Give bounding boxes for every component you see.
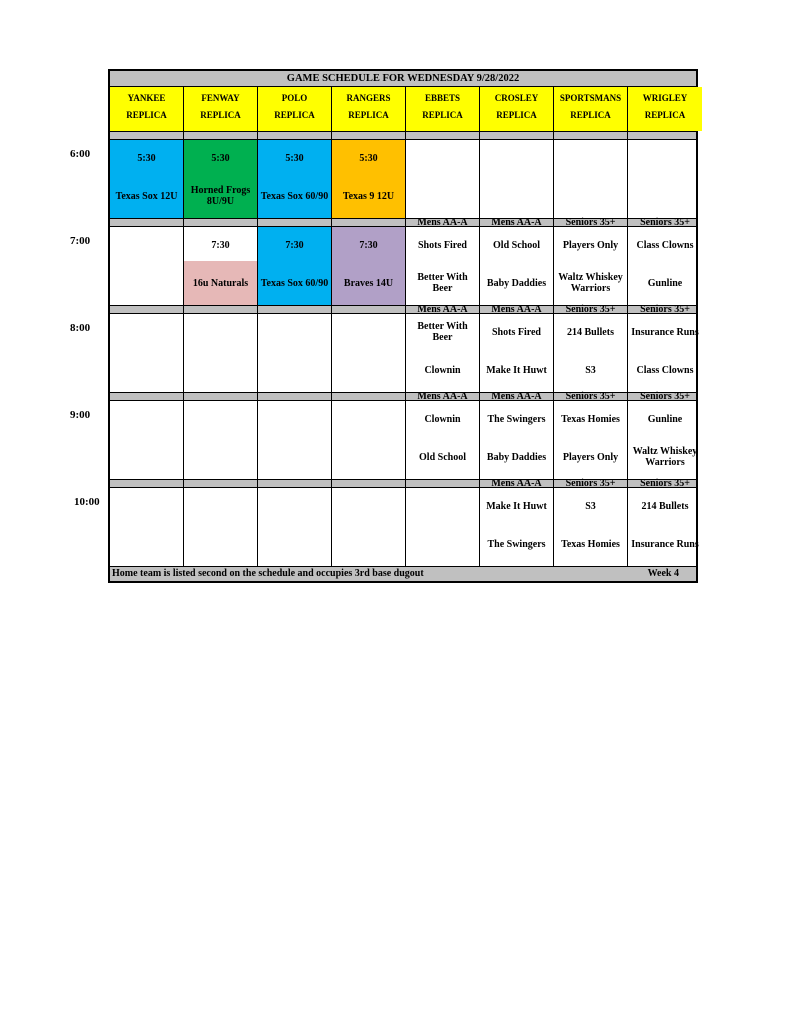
visiting-team xyxy=(110,316,183,348)
time-slot-label: 9:00 xyxy=(70,409,91,421)
game-cell xyxy=(480,227,554,305)
game-cell xyxy=(628,140,702,218)
home-team xyxy=(110,526,183,562)
visiting-team: 214 Bullets xyxy=(567,326,614,338)
field-name: CROSLEY xyxy=(494,93,539,103)
division-label xyxy=(332,218,406,227)
division-label: Seniors 35+ xyxy=(640,391,690,402)
game-cell xyxy=(184,227,258,305)
game-cell xyxy=(258,140,332,218)
division-label xyxy=(258,131,332,140)
game-cell xyxy=(184,140,258,218)
visiting-team: Shots Fired xyxy=(492,326,541,338)
division-label xyxy=(110,305,184,314)
field-name: FENWAY xyxy=(201,93,240,103)
division-label: Seniors 35+ xyxy=(640,304,690,315)
game-cell xyxy=(480,401,554,479)
visiting-team: Texas Homies xyxy=(561,413,620,425)
division-label xyxy=(184,305,258,314)
field-sub: REPLICA xyxy=(570,110,611,120)
division-label xyxy=(258,392,332,401)
visiting-team: Better With Beer xyxy=(417,321,468,343)
home-team xyxy=(332,352,405,388)
visiting-team: 7:30 xyxy=(359,239,378,251)
division-label: Mens AA-A xyxy=(480,305,554,314)
division-label: Mens AA-A xyxy=(406,305,480,314)
home-team xyxy=(258,526,331,562)
game-cell xyxy=(258,227,332,305)
field-header xyxy=(554,87,628,131)
division-label xyxy=(332,392,406,401)
game-cell xyxy=(184,401,258,479)
schedule-sheet xyxy=(108,69,698,583)
home-team: Players Only xyxy=(562,451,619,463)
field-header xyxy=(258,87,332,131)
field-sub: REPLICA xyxy=(274,110,315,120)
field-name: YANKEE xyxy=(127,93,166,103)
game-cell xyxy=(258,488,332,566)
home-team: 16u Naturals xyxy=(192,277,249,289)
home-team: Better With Beer xyxy=(417,272,468,294)
home-team xyxy=(332,439,405,475)
division-label xyxy=(110,392,184,401)
home-team xyxy=(258,352,331,388)
game-cell xyxy=(258,401,332,479)
game-cell xyxy=(406,314,480,392)
home-team xyxy=(184,352,257,388)
visiting-team: Insurance Runs xyxy=(631,326,699,338)
home-team: Texas Sox 12U xyxy=(115,190,178,202)
division-label xyxy=(110,131,184,140)
time-slot-label: 8:00 xyxy=(70,322,91,334)
home-team xyxy=(184,526,257,562)
home-team: Old School xyxy=(419,451,466,463)
division-label: Seniors 35+ xyxy=(554,479,628,488)
visiting-team xyxy=(184,316,257,348)
division-label xyxy=(332,479,406,488)
game-cell xyxy=(184,314,258,392)
division-label xyxy=(184,218,258,227)
visiting-team: Shots Fired xyxy=(418,239,467,251)
home-team: S3 xyxy=(585,364,596,376)
game-cell xyxy=(258,314,332,392)
visiting-team: Players Only xyxy=(562,239,619,251)
division-label xyxy=(258,305,332,314)
game-cell xyxy=(184,488,258,566)
division-label: Mens AA-A xyxy=(406,218,480,227)
home-team-note: Home team is listed second on the schedule and occupies 3rd base dugout xyxy=(112,568,424,579)
game-cell xyxy=(628,314,702,392)
field-header xyxy=(406,87,480,131)
home-team xyxy=(258,439,331,475)
game-cell xyxy=(480,488,554,566)
field-name: EBBETS xyxy=(424,93,461,103)
game-cell xyxy=(406,227,480,305)
schedule-title: GAME SCHEDULE FOR WEDNESDAY 9/28/2022 xyxy=(110,71,696,87)
visiting-team xyxy=(406,490,479,522)
game-cell xyxy=(554,401,628,479)
division-label xyxy=(554,131,628,140)
game-cell xyxy=(332,401,406,479)
visiting-team xyxy=(554,142,627,174)
visiting-team: 7:30 xyxy=(285,239,304,251)
home-team: Texas 9 12U xyxy=(342,190,395,202)
game-cell xyxy=(406,401,480,479)
visiting-team: 5:30 xyxy=(359,152,378,164)
division-label: Mens AA-A xyxy=(480,392,554,401)
field-header xyxy=(628,87,702,131)
home-team: Baby Daddies xyxy=(486,277,547,289)
visiting-team: S3 xyxy=(585,500,596,512)
field-header xyxy=(184,87,258,131)
field-name: RANGERS xyxy=(346,93,391,103)
home-team: Waltz Whiskey Warriors xyxy=(632,446,698,468)
visiting-team: 5:30 xyxy=(285,152,304,164)
visiting-team xyxy=(332,316,405,348)
time-slot-label: 7:00 xyxy=(70,235,91,247)
field-name: SPORTSMANS xyxy=(559,93,622,103)
visiting-team xyxy=(258,490,331,522)
visiting-team: Class Clowns xyxy=(636,239,694,251)
home-team: Clownin xyxy=(424,364,461,376)
visiting-team: Make It Huwt xyxy=(486,500,547,512)
field-header xyxy=(110,87,184,131)
home-team xyxy=(184,439,257,475)
visiting-team xyxy=(332,403,405,435)
visiting-team xyxy=(110,490,183,522)
division-label xyxy=(110,218,184,227)
game-cell xyxy=(554,227,628,305)
home-team: Texas Sox 60/90 xyxy=(260,277,329,289)
visiting-team xyxy=(258,316,331,348)
visiting-team xyxy=(628,142,702,174)
division-label xyxy=(332,131,406,140)
home-team xyxy=(628,178,702,214)
game-cell xyxy=(332,140,406,218)
home-team: Gunline xyxy=(647,277,683,289)
division-label: Seniors 35+ xyxy=(640,478,690,489)
field-sub: REPLICA xyxy=(422,110,463,120)
home-team xyxy=(406,526,479,562)
game-cell xyxy=(110,488,184,566)
home-team: Texas Homies xyxy=(561,538,620,550)
home-team: Horned Frogs 8U/9U xyxy=(190,185,251,207)
game-cell xyxy=(628,227,702,305)
division-label: Seniors 35+ xyxy=(640,217,690,228)
game-cell xyxy=(110,314,184,392)
home-team xyxy=(406,178,479,214)
game-cell xyxy=(332,488,406,566)
field-sub: REPLICA xyxy=(496,110,537,120)
home-team: Waltz Whiskey Warriors xyxy=(558,272,623,294)
field-name: WRIGLEY xyxy=(642,93,688,103)
division-label xyxy=(258,479,332,488)
game-cell xyxy=(110,140,184,218)
division-label xyxy=(406,479,480,488)
field-sub: REPLICA xyxy=(348,110,389,120)
visiting-team xyxy=(332,490,405,522)
game-cell xyxy=(332,314,406,392)
division-label xyxy=(110,479,184,488)
division-label xyxy=(480,131,554,140)
home-team: Make It Huwt xyxy=(486,364,547,376)
division-label: Seniors 35+ xyxy=(554,218,628,227)
division-label: Seniors 35+ xyxy=(554,392,628,401)
game-cell xyxy=(406,488,480,566)
visiting-team xyxy=(184,490,257,522)
game-cell xyxy=(480,314,554,392)
division-label: Mens AA-A xyxy=(480,479,554,488)
home-team xyxy=(332,526,405,562)
division-label: Mens AA-A xyxy=(406,392,480,401)
visiting-team: Clownin xyxy=(424,413,461,425)
division-label: Seniors 35+ xyxy=(554,305,628,314)
game-cell xyxy=(332,227,406,305)
field-name: POLO xyxy=(281,93,308,103)
visiting-team xyxy=(184,403,257,435)
schedule-footer xyxy=(110,566,696,581)
time-slot-label: 10:00 xyxy=(74,496,100,508)
visiting-team: Old School xyxy=(493,239,540,251)
field-sub: REPLICA xyxy=(200,110,241,120)
visiting-team xyxy=(406,142,479,174)
division-label xyxy=(184,131,258,140)
field-header xyxy=(480,87,554,131)
game-cell xyxy=(480,140,554,218)
game-cell xyxy=(628,401,702,479)
division-label: Mens AA-A xyxy=(480,218,554,227)
division-label xyxy=(332,305,406,314)
visiting-team: 214 Bullets xyxy=(641,500,689,512)
home-team xyxy=(480,178,553,214)
division-label xyxy=(184,392,258,401)
visiting-team: Gunline xyxy=(647,413,683,425)
division-label xyxy=(184,479,258,488)
game-cell xyxy=(628,488,702,566)
division-label xyxy=(406,131,480,140)
division-label xyxy=(258,218,332,227)
visiting-team xyxy=(110,403,183,435)
time-slot-label: 6:00 xyxy=(70,148,91,160)
home-team: Texas Sox 60/90 xyxy=(260,190,329,202)
game-cell xyxy=(554,314,628,392)
game-cell xyxy=(110,401,184,479)
field-sub: REPLICA xyxy=(126,110,167,120)
visiting-team xyxy=(480,142,553,174)
home-team: Braves 14U xyxy=(343,277,394,289)
home-team: Baby Daddies xyxy=(486,451,547,463)
visiting-team: 5:30 xyxy=(211,152,230,164)
game-cell xyxy=(110,227,184,305)
home-team: Class Clowns xyxy=(636,364,694,376)
home-team xyxy=(110,439,183,475)
visiting-team: The Swingers xyxy=(487,413,546,425)
visiting-team xyxy=(258,403,331,435)
division-label xyxy=(628,131,702,140)
home-team: The Swingers xyxy=(487,538,546,550)
home-team xyxy=(554,178,627,214)
game-cell xyxy=(554,140,628,218)
visiting-team: 7:30 xyxy=(211,239,230,251)
home-team xyxy=(110,265,183,301)
week-label: Week 4 xyxy=(647,568,679,579)
home-team: Insurance Runs xyxy=(631,538,699,550)
visiting-team xyxy=(110,229,183,261)
visiting-team: 5:30 xyxy=(137,152,156,164)
field-header xyxy=(332,87,406,131)
game-cell xyxy=(406,140,480,218)
field-sub: REPLICA xyxy=(644,110,686,120)
game-cell xyxy=(554,488,628,566)
home-team xyxy=(110,352,183,388)
